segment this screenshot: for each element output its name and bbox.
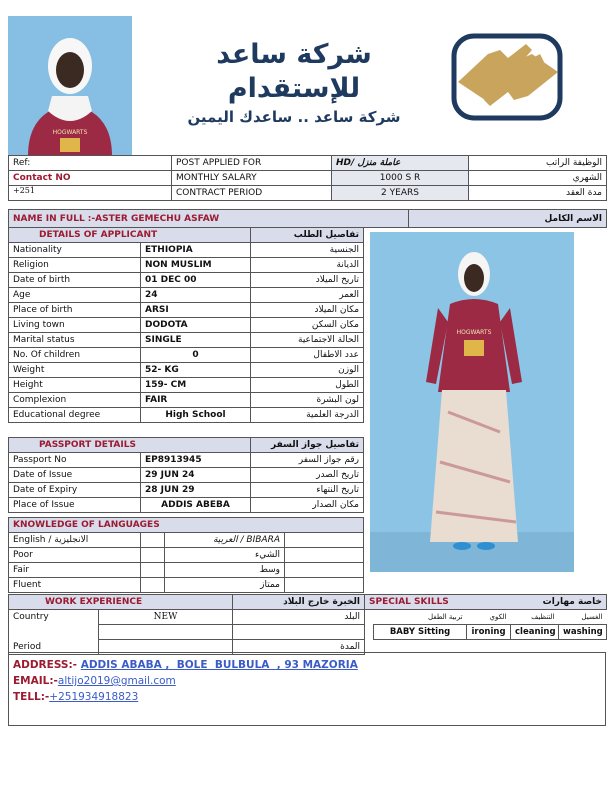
field-label-ar: تاريخ النتهاء: [251, 483, 364, 498]
address-label: ADDRESS:-: [13, 659, 78, 671]
skills-header: [365, 595, 607, 610]
field-value: ARSI: [141, 303, 251, 318]
language-arabic: وسط: [165, 563, 285, 578]
field-label: Place of Issue: [9, 498, 141, 513]
field-value: ADDIS ABEBA: [141, 498, 251, 513]
field-value: EP8913945: [141, 453, 251, 468]
svg-text:HOGWARTS: HOGWARTS: [456, 329, 492, 336]
table-row: [9, 273, 364, 288]
language-level: Fair: [9, 563, 141, 578]
hands-logo-icon: [448, 32, 566, 122]
passport-header-ar: تفاصيل جواز السفر: [251, 438, 364, 453]
country-ar-cont: [233, 625, 365, 640]
table-row: [9, 498, 364, 513]
field-label-ar: الطول: [251, 378, 364, 393]
skill-ironing: ironing: [467, 625, 511, 640]
field-label: Marital status: [9, 333, 141, 348]
table-row: [9, 333, 364, 348]
table-row: [9, 610, 607, 625]
table-row: [9, 483, 364, 498]
field-label-ar: مكان الميلاد: [251, 303, 364, 318]
table-row: [9, 363, 364, 378]
table-row: [9, 258, 364, 273]
table-row: [9, 518, 364, 533]
table-row: [9, 228, 364, 243]
skill-cleaning: cleaning: [511, 625, 559, 640]
name-table: [8, 209, 607, 228]
field-label-ar: رقم جواز السفر: [251, 453, 364, 468]
language-check: [285, 578, 364, 593]
field-label-ar: تاريخ الصدر: [251, 468, 364, 483]
country-ar: البلد: [233, 610, 365, 625]
address-value: ADDIS ABABA , BOLE BULBULA , 93 MAZORIA: [80, 659, 358, 671]
field-value: 01 DEC 00: [141, 273, 251, 288]
table-row: [9, 453, 364, 468]
applicant-header-ar: تفاصيل الطلب: [251, 228, 364, 243]
post-applied-label: POST APPLIED FOR: [172, 156, 332, 171]
svg-text:HOGWARTS: HOGWARTS: [52, 129, 88, 136]
table-row: [9, 303, 364, 318]
skills-title-ar: خاصة مهارات: [542, 597, 603, 607]
field-value: NON MUSLIM: [141, 258, 251, 273]
field-label-ar: مكان الصدار: [251, 498, 364, 513]
language-check: [141, 578, 165, 593]
period-ar: المدة: [233, 640, 365, 655]
table-row: [9, 156, 607, 171]
company-logo-text: [150, 38, 438, 126]
country-value: NEW: [99, 610, 233, 625]
field-label: Living town: [9, 318, 141, 333]
work-header-ar: الخبرة خارج البلاد: [233, 595, 365, 610]
table-row: [9, 468, 364, 483]
table-row: [9, 625, 607, 640]
phone-prefix: +251: [9, 186, 172, 201]
applicant-header: DETAILS OF APPLICANT: [9, 228, 251, 243]
field-label: No. Of children: [9, 348, 141, 363]
field-label: Educational degree: [9, 408, 141, 423]
work-header: WORK EXPERIENCE: [9, 595, 233, 610]
field-value: DODOTA: [141, 318, 251, 333]
portrait-photo: [8, 16, 132, 156]
ref-label: Ref:: [9, 156, 172, 171]
language-check: [141, 563, 165, 578]
skill-ar-label: التنظيف: [531, 613, 555, 621]
table-row: [9, 210, 607, 228]
field-label: Religion: [9, 258, 141, 273]
skill-baby-sitting: BABY Sitting: [374, 625, 467, 640]
field-label-ar: الدرجة العلمية: [251, 408, 364, 423]
languages-header: KNOWLEDGE OF LANGUAGES: [9, 518, 364, 533]
field-value: 0: [141, 348, 251, 363]
field-label: Date of Expiry: [9, 483, 141, 498]
spacer-cell: [365, 610, 374, 625]
field-label: Date of Issue: [9, 468, 141, 483]
table-row: [9, 595, 607, 610]
field-label: Place of birth: [9, 303, 141, 318]
language-arabic: ممتاز: [165, 578, 285, 593]
table-row: [9, 186, 607, 201]
skill-ar-label: تربية الطفل: [428, 613, 463, 621]
table-row: [9, 288, 364, 303]
language-check: [141, 533, 165, 548]
table-row: [9, 318, 364, 333]
table-row: [9, 393, 364, 408]
field-label: Weight: [9, 363, 141, 378]
post-applied-ar: الوظيفة الراتب: [469, 156, 607, 171]
field-label: Passport No: [9, 453, 141, 468]
field-value: 29 JUN 24: [141, 468, 251, 483]
field-label-ar: لون البشرة: [251, 393, 364, 408]
field-value: 28 JUN 29: [141, 483, 251, 498]
field-label-ar: مكان السكن: [251, 318, 364, 333]
language-arabic: BIBARA / العربية: [165, 533, 285, 548]
table-row: [9, 578, 364, 593]
full-name-ar: الاسم الكامل: [409, 210, 607, 228]
table-row: [9, 243, 364, 258]
skill-ar-label: الكوي: [489, 613, 507, 621]
field-label-ar: الحالة الاجتماعية: [251, 333, 364, 348]
field-label-ar: العمر: [251, 288, 364, 303]
contact-label: Contact NO: [9, 171, 172, 186]
field-label: Age: [9, 288, 141, 303]
field-value: FAIR: [141, 393, 251, 408]
passport-header: PASSPORT DETAILS: [9, 438, 251, 453]
table-row: [9, 348, 364, 363]
field-value: 52- KG: [141, 363, 251, 378]
country-label-cont: [9, 625, 99, 640]
field-value: 159- CM: [141, 378, 251, 393]
skill-ar-label: الغسيل: [581, 613, 603, 621]
field-value: High School: [141, 408, 251, 423]
tel-link[interactable]: +251934918823: [49, 691, 139, 703]
field-value: ETHIOPIA: [141, 243, 251, 258]
language-check: [285, 563, 364, 578]
languages-table: [8, 517, 364, 593]
country-label: Country: [9, 610, 99, 625]
language-arabic: الشيء: [165, 548, 285, 563]
company-tagline: شركة ساعد .. ساعدك اليمين: [187, 108, 401, 126]
spacer-cell: [365, 625, 374, 640]
language-level: Fluent: [9, 578, 141, 593]
address-line: [13, 657, 601, 673]
language-check: [285, 548, 364, 563]
salary-ar: الشهري: [469, 171, 607, 186]
work-skills-table: [8, 594, 607, 655]
job-info-table: [8, 155, 607, 201]
skills-title: SPECIAL SKILLS: [369, 597, 449, 607]
table-row: [9, 548, 364, 563]
post-applied-value: HD/ عاملة منزل: [332, 156, 469, 171]
company-name: شركة ساعد للإستقدام: [216, 39, 372, 104]
language-check: [285, 533, 364, 548]
contract-label: CONTRACT PERIOD: [172, 186, 332, 201]
language-level: Poor: [9, 548, 141, 563]
field-label-ar: تاريخ الميلاد: [251, 273, 364, 288]
email-link[interactable]: altijo2019@gmail.com: [57, 675, 176, 687]
field-label: Date of birth: [9, 273, 141, 288]
period-label: Period: [9, 640, 99, 655]
field-label-ar: عدد الاطفال: [251, 348, 364, 363]
salary-value: 1000 S R: [332, 171, 469, 186]
field-value: 24: [141, 288, 251, 303]
field-label-ar: الوزن: [251, 363, 364, 378]
language-level: English / الانجليزية: [9, 533, 141, 548]
table-row: [9, 171, 607, 186]
tel-line: [13, 689, 601, 705]
tel-label: TELL:-: [13, 691, 50, 703]
table-row: [9, 533, 364, 548]
field-label: Height: [9, 378, 141, 393]
table-row: [9, 563, 364, 578]
email-label: EMAIL:-: [13, 675, 58, 687]
table-row: [9, 408, 364, 423]
applicant-table: [8, 227, 364, 423]
country-value-cont: [99, 625, 233, 640]
full-body-photo: [370, 232, 574, 572]
contact-block: [8, 652, 606, 726]
passport-table: [8, 437, 364, 513]
language-check: [141, 548, 165, 563]
contract-value: 2 YEARS: [332, 186, 469, 201]
field-label-ar: الديانة: [251, 258, 364, 273]
table-row: [9, 378, 364, 393]
full-name: NAME IN FULL :-ASTER GEMECHU ASFAW: [9, 210, 409, 228]
field-label-ar: الجنسية: [251, 243, 364, 258]
contract-ar: مدة العقد: [469, 186, 607, 201]
table-row: [9, 438, 364, 453]
salary-label: MONTHLY SALARY: [172, 171, 332, 186]
field-label: Nationality: [9, 243, 141, 258]
email-line: [13, 673, 601, 689]
skill-washing: washing: [559, 625, 607, 640]
field-label: Complexion: [9, 393, 141, 408]
skill-ar-spacer: [374, 610, 419, 625]
field-value: SINGLE: [141, 333, 251, 348]
